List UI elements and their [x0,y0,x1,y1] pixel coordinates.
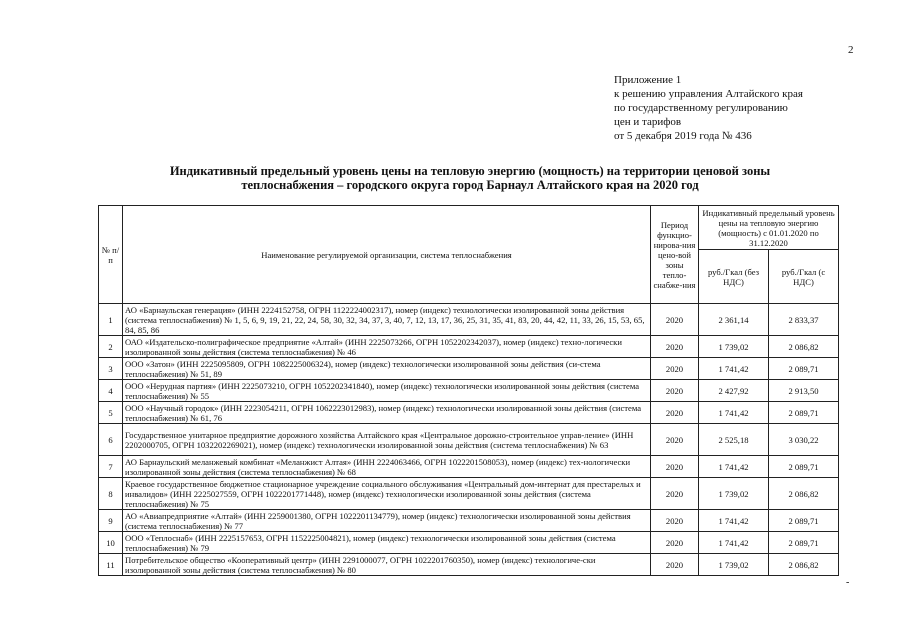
tariff-table [98,205,839,576]
header-num: № п/ п [99,206,123,304]
row-num: 8 [99,478,123,510]
row-period: 2020 [651,336,699,358]
table-row [99,304,839,336]
row-price-vat: 2 833,37 [769,304,839,336]
title-line-1: Индикативный предельный уровень цены на тепловую энергию (мощность) на территории ценовой зоны [169,164,771,178]
row-period: 2020 [651,478,699,510]
row-period: 2020 [651,554,699,576]
row-price-vat: 2 089,71 [769,402,839,424]
table-row [99,380,839,402]
row-price-no-vat: 1 739,02 [699,336,769,358]
table-row [99,478,839,510]
row-price-no-vat: 1 739,02 [699,478,769,510]
row-num: 2 [99,336,123,358]
table-row [99,532,839,554]
row-name: ОАО «Издательско-полиграфическое предприятие «Алтай» (ИНН 2225073266, ОГРН 1052202342037), номер (индекс) техно-логически изолированной зоны действия (система теплоснабжения) № 46 [123,336,651,358]
row-period: 2020 [651,304,699,336]
table-row [99,510,839,532]
appendix-block [614,73,803,143]
row-num: 1 [99,304,123,336]
table-row [99,554,839,576]
row-price-vat: 2 089,71 [769,456,839,478]
appendix-line: цен и тарифов [614,116,682,128]
row-num: 11 [99,554,123,576]
row-period: 2020 [651,532,699,554]
row-price-vat: 3 030,22 [769,424,839,456]
row-price-no-vat: 1 741,42 [699,402,769,424]
row-name: ООО «Теплоснаб» (ИНН 2225157653, ОГРН 1152225004821), номер (индекс) технологически изолированной зоны действия (система теплоснабжения) № 79 [123,532,651,554]
row-period: 2020 [651,380,699,402]
row-price-vat: 2 089,71 [769,358,839,380]
table-row [99,456,839,478]
row-price-vat: 2 086,82 [769,554,839,576]
row-name: АО «Авиапредприятие «Алтай» (ИНН 2259001380, ОГРН 1022201134779), номер (индекс) технологически изолированной зоны действия (система теплоснабжения) № 77 [123,510,651,532]
row-price-vat: 2 086,82 [769,336,839,358]
appendix-line: по государственному регулированию [614,102,788,114]
row-price-no-vat: 2 427,92 [699,380,769,402]
row-price-no-vat: 2 361,14 [699,304,769,336]
row-name: Государственное унитарное предприятие дорожного хозяйства Алтайского края «Центральное дорожно-строительное управ-ление» (ИНН 2202000705, ОГРН 1032202269021), номер (индекс) технологически изолированной зоны действия (система теплоснабжения) № 63 [123,424,651,456]
row-period: 2020 [651,402,699,424]
row-name: ООО «Затон» (ИНН 2225095809, ОГРН 1082225006324), номер (индекс) технологически изолированной зоны действия (си-стема теплоснабжения) № 51, 89 [123,358,651,380]
stray-mark: - [846,577,850,588]
header-price-group: Индикативный предельный уровень цены на тепловую энергию (мощность) с 01.01.2020 по 31.12.2020 [699,206,839,250]
table-row [99,424,839,456]
row-price-vat: 2 089,71 [769,510,839,532]
row-price-vat: 2 086,82 [769,478,839,510]
page-number: 2 [848,44,854,56]
row-price-no-vat: 1 741,42 [699,358,769,380]
row-price-no-vat: 2 525,18 [699,424,769,456]
row-name: АО Барнаульский меланжевый комбинат «Меланжист Алтая» (ИНН 2224063466, ОГРН 1022201508053), номер (индекс) тех-нологически изолированной зоны действия (система теплоснабжения) № 68 [123,456,651,478]
row-name: ООО «Нерудная партия» (ИНН 2225073210, ОГРН 1052202341840), номер (индекс) технологически изолированной зоны действия (система теплоснабжения) № 55 [123,380,651,402]
row-num: 9 [99,510,123,532]
row-price-no-vat: 1 741,42 [699,456,769,478]
row-name: Краевое государственное бюджетное стационарное учреждение социального обслуживания «Центральный дом-интернат для престарелых и инвалидов» (ИНН 2225027559, ОГРН 1022201771448), номер (индекс) технологически изолированной зоны действия (система теплоснабжения) № 75 [123,478,651,510]
row-num: 7 [99,456,123,478]
table-row [99,358,839,380]
row-price-vat: 2 089,71 [769,532,839,554]
row-price-no-vat: 1 739,02 [699,554,769,576]
row-name: АО «Барнаульская генерация» (ИНН 2224152758, ОГРН 1122224002317), номер (индекс) технологически изолированной зоны действия (система теплоснабжения) № 1, 5, 6, 9, 19, 21, 22, 24, 58, 30, 32, 34, 37, 3, 40, 7, 12, 13, 17, 36, 25, 31, 35, 41, 83, 20, 44, 42, 11, 33, 26, 15, 53, 65, 84, 85, 86 [123,304,651,336]
appendix-line: Приложение 1 [614,74,682,86]
row-period: 2020 [651,510,699,532]
header-name: Наименование регулируемой организации, система теплоснабжения [123,206,651,304]
row-period: 2020 [651,358,699,380]
row-num: 3 [99,358,123,380]
table-row [99,336,839,358]
row-num: 5 [99,402,123,424]
row-num: 4 [99,380,123,402]
row-price-no-vat: 1 741,42 [699,510,769,532]
table-row [99,402,839,424]
header-price-vat: руб./Гкал (с НДС) [769,250,839,304]
row-num: 6 [99,424,123,456]
row-name: ООО «Научный городок» (ИНН 2223054211, ОГРН 1062223012983), номер (индекс) технологически изолированной зоны действия (система теплоснабжения) № 61, 76 [123,402,651,424]
row-price-no-vat: 1 741,42 [699,532,769,554]
row-period: 2020 [651,424,699,456]
row-name: Потребительское общество «Кооперативный центр» (ИНН 2291000077, ОГРН 1022201760350), номер (индекс) технологиче-ски изолированной зоны действия (система теплоснабжения) № 80 [123,554,651,576]
title-line-2: теплоснабжения – городского округа город Барнаул Алтайского края на 2020 год [241,178,699,192]
row-price-vat: 2 913,50 [769,380,839,402]
appendix-line: от 5 декабря 2019 года № 436 [614,130,752,142]
document-title [100,164,840,192]
row-num: 10 [99,532,123,554]
row-period: 2020 [651,456,699,478]
header-period: Период функцио-нирова-ния цено-вой зоны тепло-снабже-ния [651,206,699,304]
appendix-line: к решению управления Алтайского края [614,88,803,100]
header-price-no-vat: руб./Гкал (без НДС) [699,250,769,304]
